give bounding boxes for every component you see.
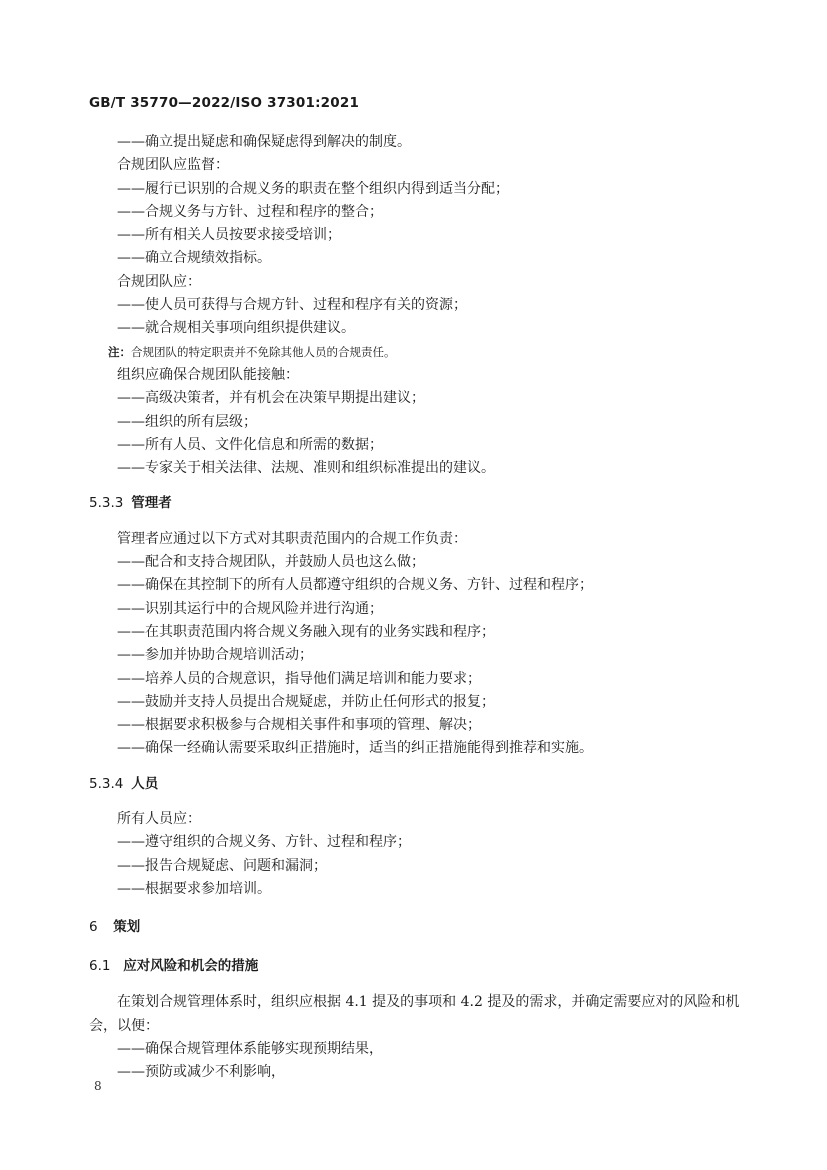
section-number: 6.1 xyxy=(89,957,111,974)
note-text: 合规团队的特定职责并不免除其他人员的合规责任。 xyxy=(131,344,396,359)
section-heading-6-1 xyxy=(89,955,749,978)
list-item: ——参加并协助合规培训活动； xyxy=(117,647,313,664)
list-item: ——就合规相关事项向组织提供建议。 xyxy=(117,320,355,337)
note-label: 注： xyxy=(108,344,131,359)
list-item: ——确立合规绩效指标。 xyxy=(117,250,271,267)
list-item: ——履行已识别的合规义务的职责在整个组织内得到适当分配； xyxy=(117,180,509,197)
list-item: ——所有人员、文件化信息和所需的数据； xyxy=(117,436,383,453)
section-title: 管理者 xyxy=(131,495,172,512)
list-item: ——使人员可获得与合规方针、过程和程序有关的资源； xyxy=(117,297,467,314)
list-item: ——鼓励并支持人员提出合规疑虑，并防止任何形式的报复； xyxy=(117,693,495,710)
list-item: ——识别其运行中的合规风险并进行沟通； xyxy=(117,600,383,617)
section-heading-5-3-4 xyxy=(89,773,749,796)
list-item: ——专家关于相关法律、法规、准则和组织标准提出的建议。 xyxy=(117,460,495,477)
list-item: ——组织的所有层级； xyxy=(117,413,257,430)
paragraph-line: 合规团队应监督： xyxy=(117,157,229,174)
paragraph-line: 所有人员应： xyxy=(117,811,201,828)
list-item: ——配合和支持合规团队，并鼓励人员也这么做； xyxy=(117,554,425,571)
section-number: 6 xyxy=(89,919,98,936)
list-item: ——预防或减少不利影响， xyxy=(117,1064,285,1081)
paragraph: 在策划合规管理体系时，组织应根据 4.1 提及的事项和 4.2 提及的需求，并确定需要应对的风险和机会，以便： xyxy=(89,993,740,1034)
paragraph-line: 合规团队应： xyxy=(117,273,201,290)
list-item: ——所有相关人员按要求接受培训； xyxy=(117,227,341,244)
list-item: ——在其职责范围内将合规义务融入现有的业务实践和程序； xyxy=(117,623,495,640)
paragraph-line: 组织应确保合规团队能接触： xyxy=(117,366,299,383)
section-title: 人员 xyxy=(131,775,159,792)
paragraph-line: 管理者应通过以下方式对其职责范围内的合规工作负责： xyxy=(117,530,467,547)
note xyxy=(89,341,749,364)
page-number: 8 xyxy=(94,1079,102,1093)
list-item: ——确保在其控制下的所有人员都遵守组织的合规义务、方针、过程和程序； xyxy=(117,577,593,594)
section-title: 策划 xyxy=(113,919,141,936)
list-item: ——确保合规管理体系能够实现预期结果， xyxy=(117,1040,383,1057)
list-item: ——报告合规疑虑、问题和漏洞； xyxy=(117,857,327,874)
list-item: ——合规义务与方针、过程和程序的整合； xyxy=(117,203,383,220)
page-content xyxy=(89,131,749,1084)
standard-header: GB/T 35770—2022/ISO 37301:2021 xyxy=(89,95,360,111)
section-heading-6 xyxy=(89,916,749,939)
section-number: 5.3.4 xyxy=(89,775,124,792)
section-title: 应对风险和机会的措施 xyxy=(123,957,259,974)
list-item: ——确保一经确认需要采取纠正措施时，适当的纠正措施能得到推荐和实施。 xyxy=(117,740,593,757)
section-heading-5-3-3 xyxy=(89,492,749,515)
list-item: ——高级决策者，并有机会在决策早期提出建议； xyxy=(117,390,425,407)
list-item: ——培养人员的合规意识，指导他们满足培训和能力要求； xyxy=(117,670,481,687)
list-item: ——根据要求参加培训。 xyxy=(117,880,271,897)
list-item: ——遵守组织的合规义务、方针、过程和程序； xyxy=(117,834,411,851)
list-item: ——确立提出疑虑和确保疑虑得到解决的制度。 xyxy=(117,134,411,150)
list-item: ——根据要求积极参与合规相关事件和事项的管理、解决； xyxy=(117,717,481,734)
section-number: 5.3.3 xyxy=(89,495,124,512)
